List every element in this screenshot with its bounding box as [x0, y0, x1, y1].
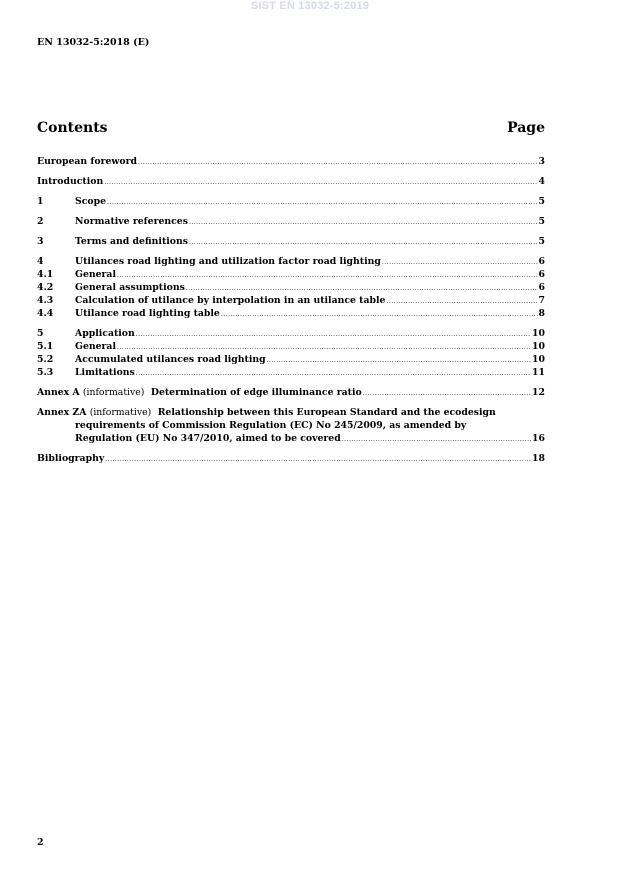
toc-entry-title: Scope [75, 196, 106, 207]
dot-leader [382, 255, 538, 269]
toc-entry-number: 5.3 [37, 367, 54, 378]
toc-entry-4-1[interactable] [37, 268, 545, 281]
toc-entry-5-1[interactable] [37, 340, 545, 353]
annex-title-line-1: Relationship between this European Standard and the ecodesign [157, 407, 496, 418]
annex-za-line-1 [37, 406, 545, 419]
toc-entry-page: 18 [532, 453, 545, 464]
toc-entry-number: 4.3 [37, 295, 54, 306]
watermark: SIST EN 13032-5:2019 [250, 0, 370, 12]
toc-entry-number: 1 [37, 196, 44, 207]
toc-entry-title: Introduction [37, 176, 104, 187]
page-number: 2 [37, 837, 44, 848]
toc-entry-foreword[interactable] [37, 155, 545, 168]
dot-leader [136, 327, 531, 341]
toc-entry-page: 11 [532, 367, 545, 378]
dot-leader [267, 353, 531, 367]
dot-leader [117, 268, 538, 282]
page-column-heading: Page [507, 120, 545, 136]
toc-entry-title: General [75, 269, 116, 280]
toc-entry-4-2[interactable] [37, 281, 545, 294]
toc-entry-page: 6 [538, 282, 545, 293]
dot-leader [104, 175, 537, 189]
dot-leader [107, 195, 538, 209]
annex-label: Annex A [37, 387, 80, 398]
toc-entry-title: Limitations [75, 367, 135, 378]
dot-leader [221, 307, 538, 321]
toc-entry-page: 16 [532, 433, 545, 444]
toc-entry-title: Bibliography [37, 453, 105, 464]
toc-entry-bibliography[interactable] [37, 452, 545, 465]
toc-entry-page: 10 [532, 328, 545, 339]
toc-entry-page: 5 [538, 196, 545, 207]
toc-entry-title: Application [75, 328, 135, 339]
toc-entry-number: 3 [37, 236, 44, 247]
dot-leader [105, 452, 531, 466]
toc-entry-page: 7 [538, 295, 545, 306]
toc-entry-page: 6 [538, 269, 545, 280]
annex-za-line-3 [37, 432, 545, 445]
dot-leader [386, 294, 537, 308]
annex-informative-note: (informative) [89, 407, 152, 418]
toc-entry-title: Terms and definitions [75, 236, 188, 247]
dot-leader [186, 281, 538, 295]
toc-entry-number: 4.2 [37, 282, 54, 293]
toc-entry-4-4[interactable] [37, 307, 545, 320]
toc-entry-annex-za[interactable] [37, 406, 545, 445]
annex-title-line-2: requirements of Commission Regulation (EC) No 245/2009, as amended by [75, 420, 467, 431]
toc-entry-4-3[interactable] [37, 294, 545, 307]
table-of-contents [37, 155, 545, 465]
toc-entry-scope[interactable] [37, 195, 545, 208]
toc-entry-page: 4 [538, 176, 545, 187]
toc-entry-title: Accumulated utilances road lighting [75, 354, 266, 365]
toc-entry-number: 4.4 [37, 308, 54, 319]
toc-entry-number: 2 [37, 216, 44, 227]
toc-entry-terms-definitions[interactable] [37, 235, 545, 248]
toc-entry-title: General assumptions [75, 282, 185, 293]
toc-entry-5-2[interactable] [37, 353, 545, 366]
annex-title: Determination of edge illuminance ratio [150, 387, 362, 398]
toc-entry-number: 5 [37, 328, 44, 339]
toc-entry-number: 5.2 [37, 354, 54, 365]
toc-entry-normative-references[interactable] [37, 215, 545, 228]
contents-heading-row [37, 120, 545, 136]
toc-entry-page: 5 [538, 236, 545, 247]
toc-entry-page: 12 [532, 387, 545, 398]
toc-entry-number: 5.1 [37, 341, 54, 352]
dot-leader [138, 155, 538, 169]
toc-entry-page: 5 [538, 216, 545, 227]
toc-entry-section-5[interactable] [37, 327, 545, 340]
toc-entry-annex-a[interactable] [37, 386, 545, 399]
toc-entry-title: Calculation of utilance by interpolation in an utilance table [75, 295, 386, 306]
toc-entry-number: 4.1 [37, 269, 54, 280]
toc-entry-5-3[interactable] [37, 366, 545, 379]
toc-entry-page: 6 [538, 256, 545, 267]
toc-entry-title: Utilance road lighting table [75, 308, 220, 319]
contents-title: Contents [37, 120, 108, 136]
toc-entry-page: 3 [538, 156, 545, 167]
annex-title-line-3: Regulation (EU) No 347/2010, aimed to be covered [75, 433, 341, 444]
toc-entry-title: European foreword [37, 156, 137, 167]
dot-leader [117, 340, 531, 354]
dot-leader [342, 432, 531, 446]
toc-entry-title: General [75, 341, 116, 352]
toc-entry-page: 8 [538, 308, 545, 319]
toc-entry-introduction[interactable] [37, 175, 545, 188]
dot-leader [189, 215, 538, 229]
dot-leader [363, 386, 531, 400]
toc-entry-page: 10 [532, 354, 545, 365]
dot-leader [136, 366, 531, 380]
toc-entry-section-4[interactable] [37, 255, 545, 268]
annex-informative-note: (informative) [82, 387, 145, 398]
annex-a-heading [37, 386, 362, 399]
dot-leader [189, 235, 538, 249]
toc-entry-title: Normative references [75, 216, 188, 227]
document-id: EN 13032-5:2018 (E) [37, 37, 150, 48]
toc-entry-number: 4 [37, 256, 44, 267]
toc-entry-title: Utilances road lighting and utilization factor road lighting [75, 256, 381, 267]
toc-entry-page: 10 [532, 341, 545, 352]
annex-label: Annex ZA [37, 407, 87, 418]
